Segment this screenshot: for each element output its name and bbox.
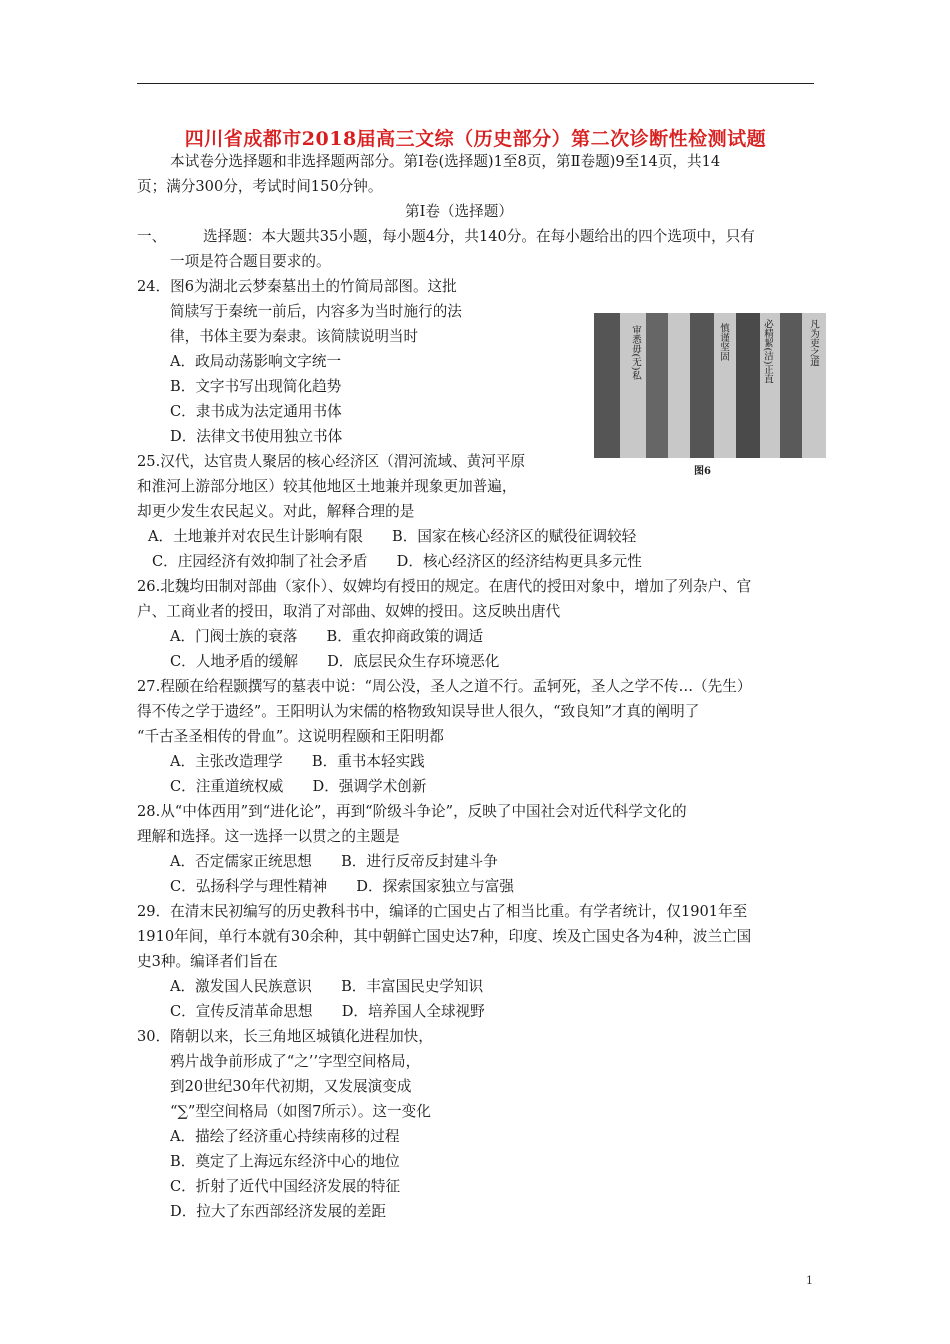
q27-stem-1: 27.程颐在给程颢撰写的墓表中说：“周公没，圣人之道不行。孟轲死，圣人之学不传…（先生） xyxy=(137,678,752,695)
slip-text-4: 审悉毋(无)私 xyxy=(630,325,641,380)
q29-stem-3: 史3种。编译者们旨在 xyxy=(137,953,278,970)
q30-option-a: A．描绘了经济重心持续南移的过程 xyxy=(170,1128,400,1145)
intro-line-2: 页；满分300分，考试时间150分钟。 xyxy=(137,178,383,195)
q28-options-cd: C．弘扬科学与理性精神 D．探索国家独立与富强 xyxy=(170,878,514,895)
instruction-line-1: 选择题：本大题共35小题，每小题4分，共140分。在每小题给出的四个选项中，只有 xyxy=(203,228,755,245)
q25-options-cd: C．庄园经济有效抑制了社会矛盾 D．核心经济区的经济结构更具多元性 xyxy=(152,553,642,570)
slip-text-3: 慎谨坚固 xyxy=(718,323,729,361)
q30-option-d: D．拉大了东西部经济发展的差距 xyxy=(170,1203,387,1220)
q24-option-b: B．文字书写出现简化趋势 xyxy=(170,378,342,395)
q27-options-ab: A．主张改造理学 B．重书本轻实践 xyxy=(170,753,425,770)
q25-stem-3: 却更少发生农民起义。对此，解释合理的是 xyxy=(137,503,415,520)
bamboo-slip xyxy=(646,313,668,458)
page-title: 四川省成都市2018届高三文综（历史部分）第二次诊断性检测试题 xyxy=(184,128,767,150)
instruction-number: 一、 xyxy=(137,228,167,245)
q27-stem-2: 得不传之学于遗经”。王阳明认为宋儒的格物致知误导世人很久，“致良知”才真的阐明了 xyxy=(137,703,700,720)
q24-stem-2: 简牍写于秦统一前后，内容多为当时施行的法 xyxy=(170,303,462,320)
q29-stem-1: 29．在清末民初编写的历史教科书中，编译的亡国史占了相当比重。有学者统计，仅1901年至 xyxy=(137,903,748,920)
section-title: 第Ⅰ卷（选择题） xyxy=(405,203,513,220)
q30-stem-4: “∑”型空间格局（如图7所示）。这一变化 xyxy=(170,1103,431,1120)
q30-option-b: B．奠定了上海远东经济中心的地位 xyxy=(170,1153,400,1170)
q26-options-cd: C．人地矛盾的缓解 D．底层民众生存环境恶化 xyxy=(170,653,500,670)
bamboo-slip xyxy=(736,313,760,458)
q28-options-ab: A．否定儒家正统思想 B．进行反帝反封建斗争 xyxy=(170,853,498,870)
bamboo-slip xyxy=(780,313,802,458)
figure-6-bamboo-slips xyxy=(594,313,826,458)
slip-text-1: 凡为吏之道 xyxy=(808,319,819,367)
intro-line-1: 本试卷分选择题和非选择题两部分。第Ⅰ卷(选择题)1至8页，第Ⅱ卷题)9至14页，共14 xyxy=(170,153,721,170)
q30-option-c: C．折射了近代中国经济发展的特征 xyxy=(170,1178,401,1195)
q29-options-ab: A．激发国人民族意识 B．丰富国民史学知识 xyxy=(170,978,484,995)
q25-options-ab: A．土地兼并对农民生计影响有限 B．国家在核心经济区的赋役征调较轻 xyxy=(148,528,637,545)
q29-stem-2: 1910年间，单行本就有30余种，其中朝鲜亡国史达7种，印度、埃及亡国史各为4种，波兰亡国 xyxy=(137,928,752,945)
q25-stem-1: 25.汉代，达官贵人聚居的核心经济区（渭河流域、黄河平原 xyxy=(137,453,526,470)
q28-stem-1: 28.从“中体西用”到“进化论”，再到“阶级斗争论”，反映了中国社会对近代科学文化的 xyxy=(137,803,687,820)
q30-stem-2: 鸦片战争前形成了“之’’字型空间格局， xyxy=(170,1053,421,1070)
q24-stem-3: 律，书体主要为秦隶。该简牍说明当时 xyxy=(170,328,419,345)
q24-stem-1: 24．图6为湖北云梦秦墓出土的竹简局部图。这批 xyxy=(137,278,457,295)
bamboo-slip xyxy=(594,313,620,458)
q25-stem-2: 和淮河上游部分地区）较其他地区土地兼并现象更加普遍， xyxy=(137,478,517,495)
q28-stem-2: 理解和选择。这一选择一以贯之的主题是 xyxy=(137,828,400,845)
bamboo-slip xyxy=(690,313,714,458)
q26-stem-1: 26.北魏均田制对部曲（家仆）、奴婢均有授田的规定。在唐代的授田对象中，增加了列杂户、官 xyxy=(137,578,752,595)
instruction-line-2: 一项是符合题目要求的。 xyxy=(170,253,331,270)
q30-stem-3: 到20世纪30年代初期，又发展演变成 xyxy=(170,1078,412,1095)
q30-stem-1: 30．隋朝以来，长三角地区城镇化进程加快， xyxy=(137,1028,433,1045)
q24-option-d: D．法律文书使用独立书体 xyxy=(170,428,343,445)
q27-options-cd: C．注重道统权威 D．强调学术创新 xyxy=(170,778,427,795)
page-number: 1 xyxy=(806,1274,813,1287)
q24-option-a: A．政局动荡影响文字统一 xyxy=(170,353,342,370)
header-rule xyxy=(137,83,814,84)
slip-text-2: 必精絜(洁)正直 xyxy=(762,319,773,384)
q26-options-ab: A．门阀士族的衰落 B．重农抑商政策的调适 xyxy=(170,628,484,645)
figure-6-caption: 图6 xyxy=(694,466,711,477)
q24-option-c: C．隶书成为法定通用书体 xyxy=(170,403,342,420)
q26-stem-2: 户、工商业者的授田，取消了对部曲、奴婢的授田。这反映出唐代 xyxy=(137,603,561,620)
q27-stem-3: “千古圣圣相传的骨血”。这说明程颐和王阳明都 xyxy=(137,728,444,745)
q29-options-cd: C．宣传反清革命思想 D．培养国人全球视野 xyxy=(170,1003,485,1020)
